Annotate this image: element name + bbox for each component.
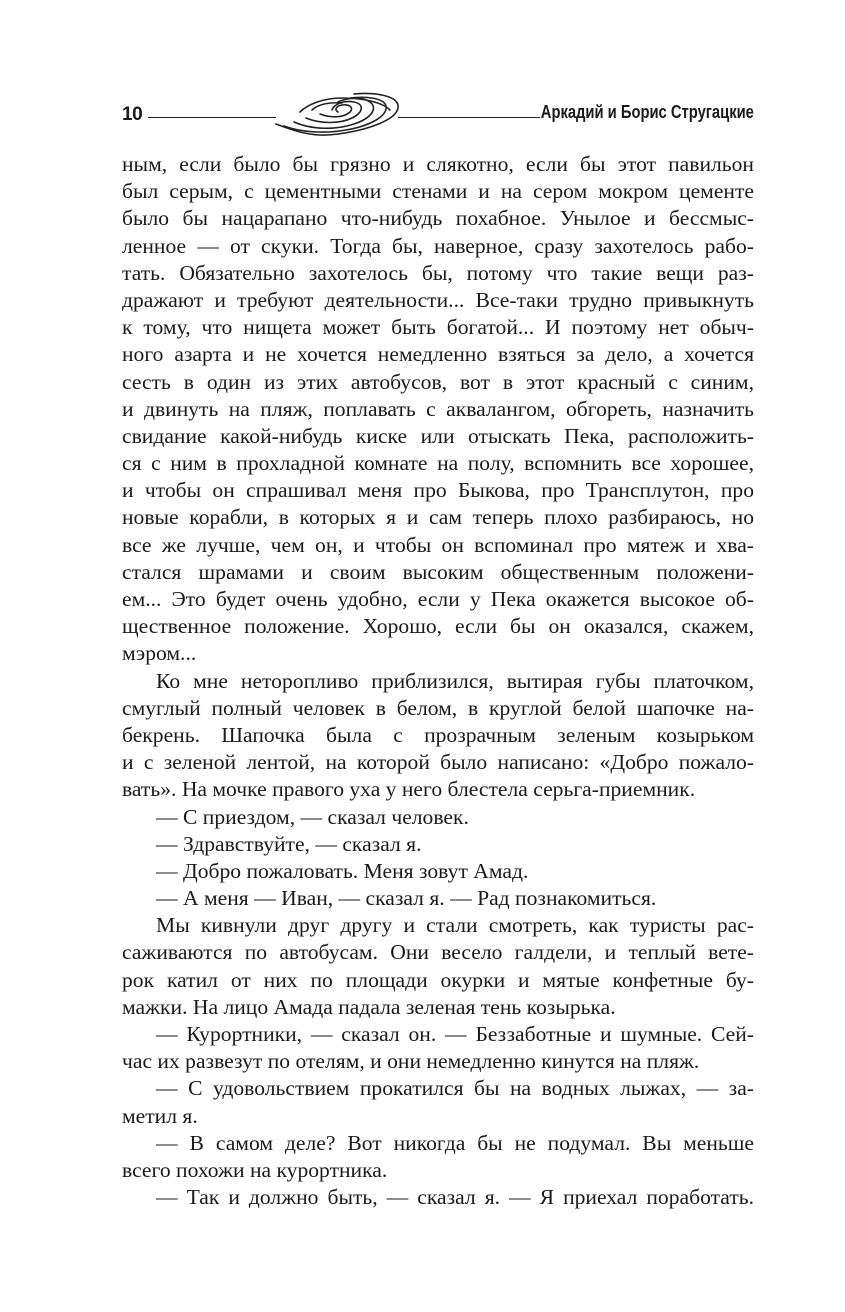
paragraph [122, 858, 754, 885]
text-line: ся с ним в прохладной комнате на полу, вспомнить все хорошее, [122, 451, 754, 476]
text-line: — Добро пожаловать. Меня зовут Амад. [156, 858, 529, 883]
text-line: рок катил от них по площади окурки и мятые конфетные бу- [122, 967, 754, 992]
text-line: — С удовольствием прокатился бы на водных лыжах, — за- [156, 1076, 754, 1101]
running-header-author: Аркадий и Борис Стругацкие [540, 102, 754, 122]
header-rule-left [148, 117, 276, 118]
text-line: — А меня — Иван, — сказал я. — Рад познакомиться. [156, 886, 657, 911]
header-rule-right [398, 117, 540, 118]
paragraph [122, 151, 754, 668]
text-line: ного азарта и не хочется немедленно взяться за дело, а хочется [122, 342, 754, 367]
text-line: мажки. На лицо Амада падала зеленая тень козырька. [122, 994, 616, 1019]
text-line: щественное положение. Хорошо, если бы он оказался, скажем, [122, 614, 754, 639]
text-line: дражают и требуют деятельности... Все-таки трудно привыкнуть [122, 287, 754, 312]
text-line: и с зеленой лентой, на которой было написано: «Добро пожало- [122, 750, 754, 775]
text-line: смуглый полный человек в белом, в круглой белой шапочке на- [122, 695, 754, 720]
running-header [122, 90, 754, 146]
text-line: ем... Это будет очень удобно, если у Пека окажется высокое об- [122, 587, 754, 611]
text-line: новые корабли, в которых я и сам теперь плохо разбираюсь, но [122, 505, 754, 530]
paragraph [122, 885, 754, 912]
paragraph [122, 1075, 754, 1129]
text-line: — Здравствуйте, — сказал я. [156, 831, 422, 856]
text-line: Мы кивнули друг другу и стали смотреть, как туристы рас- [156, 913, 754, 938]
text-line: ным, если было бы грязно и слякотно, если бы этот павильон [122, 152, 754, 176]
paragraph [122, 1184, 754, 1211]
text-line: вать». На мочке правого уха у него блестела серьга-приемник. [122, 777, 696, 802]
text-line: мэром... [122, 641, 197, 666]
text-line: — С приездом, — сказал человек. [156, 804, 469, 829]
text-line: всего похожи на курортника. [122, 1157, 388, 1182]
text-line: все же лучше, чем он, и чтобы он вспоминал про мятеж и хва- [122, 532, 754, 557]
paragraph [122, 668, 754, 804]
text-line: стался шрамами и своим высоким общественным положени- [122, 559, 754, 584]
paragraph [122, 1021, 754, 1075]
page-text [122, 151, 754, 1211]
text-line: бекрень. Шапочка была с прозрачным зеленым козырьком [122, 722, 754, 747]
page-number: 10 [122, 104, 143, 125]
text-line: час их развезут по отелям, и они немедленно кинутся на пляж. [122, 1049, 700, 1074]
paragraph [122, 831, 754, 858]
paragraph [122, 912, 754, 1021]
text-line: саживаются по автобусам. Они весело галдели, и теплый вете- [122, 940, 754, 965]
text-line: и двинуть на пляж, поплавать с аквалангом, обгореть, назначить [122, 396, 754, 421]
text-line: и чтобы он спрашивал меня про Быкова, про Трансплутон, про [122, 478, 754, 503]
paragraph [122, 1130, 754, 1184]
text-line: — Так и должно быть, — сказал я. — Я приехал поработать. [156, 1185, 754, 1210]
galaxy-spiral-icon [272, 90, 404, 146]
text-line: метил я. [122, 1103, 198, 1128]
paragraph [122, 804, 754, 831]
text-line: тать. Обязательно захотелось бы, потому что такие вещи раз- [122, 260, 754, 285]
text-line: Ко мне неторопливо приблизился, вытирая губы платочком, [156, 668, 754, 693]
text-line: был серым, с цементными стенами и на сером мокром цементе [122, 179, 754, 204]
text-line: — Курортники, — сказал он. — Беззаботные и шумные. Сей- [156, 1022, 754, 1046]
text-line: было бы нацарапано что-нибудь похабное. Унылое и бессмыс- [122, 206, 754, 231]
text-line: — В самом деле? Вот никогда бы не подумал. Вы меньше [156, 1130, 754, 1155]
text-line: ленное — от скуки. Тогда бы, наверное, сразу захотелось рабо- [122, 233, 754, 258]
text-line: к тому, что нищета может быть богатой... И поэтому нет обыч- [122, 315, 754, 340]
text-line: свидание какой-нибудь киске или отыскать Пека, расположить- [122, 423, 754, 448]
text-line: сесть в один из этих автобусов, вот в этот красный с синим, [122, 369, 754, 394]
